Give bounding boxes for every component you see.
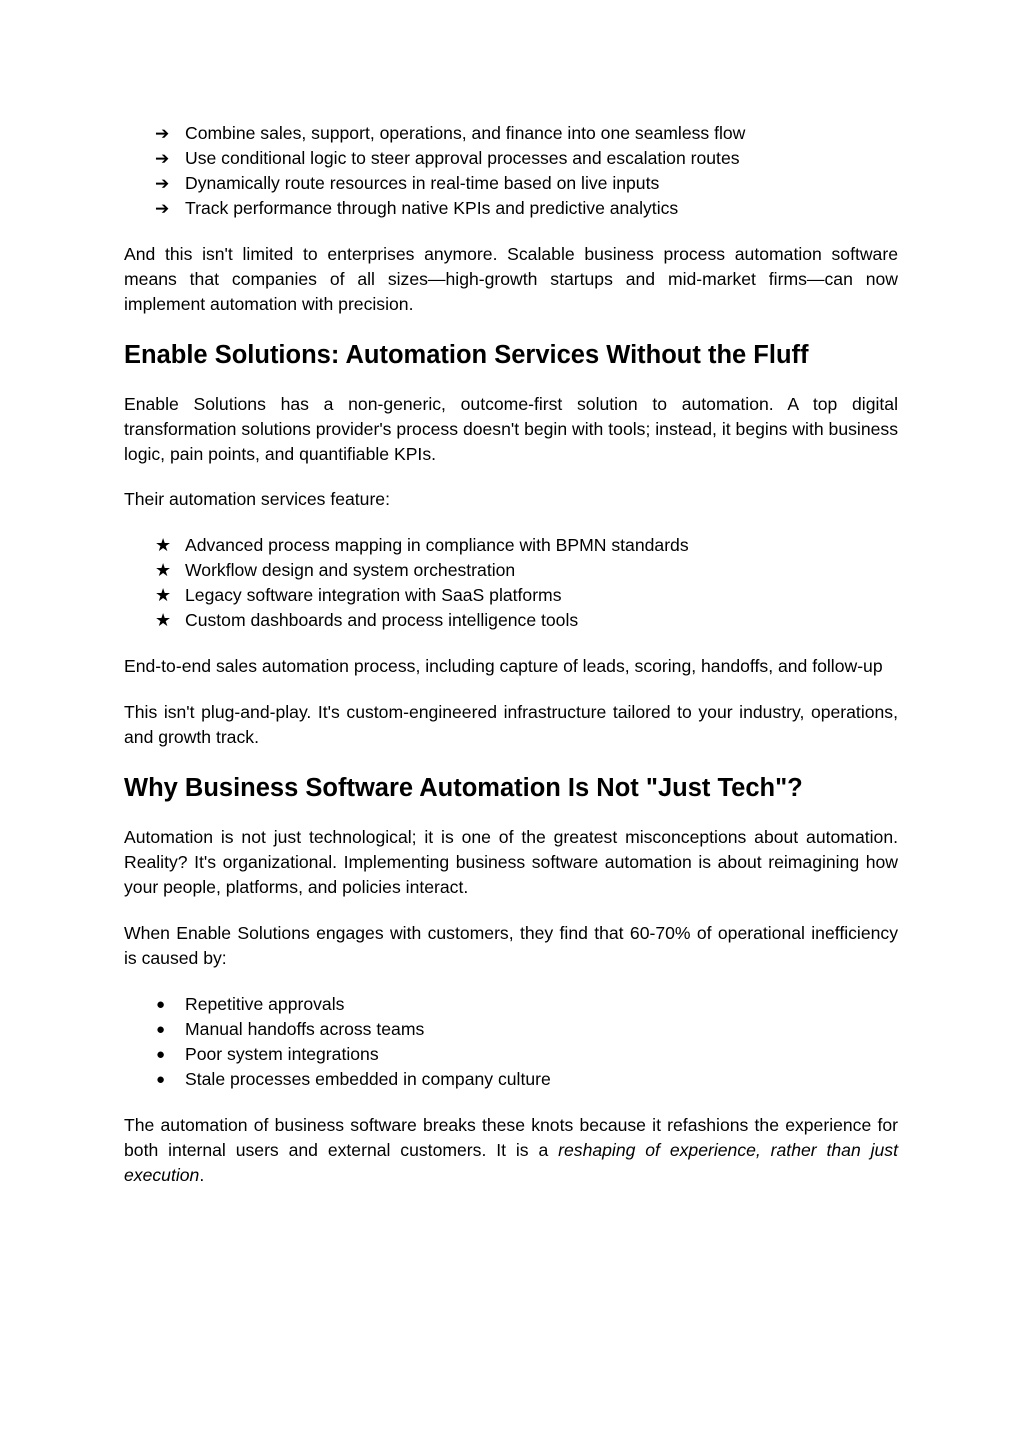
arrow-icon: ➔ (155, 199, 170, 218)
paragraph-final (124, 1113, 898, 1188)
list-item-text: Repetitive approvals (185, 994, 345, 1014)
list-item (124, 196, 898, 221)
bullet-icon: ● (156, 1071, 166, 1088)
bullet-icon: ● (156, 1046, 166, 1063)
list-item-text: Poor system integrations (185, 1044, 379, 1064)
paragraph-final-text: The automation of business software breaks these knots because it refashions the experience for both internal users and external customers. It is a (124, 1115, 898, 1160)
list-item (124, 1017, 898, 1042)
list-item (124, 558, 898, 583)
paragraph-enable-intro: Enable Solutions has a non-generic, outcome-first solution to automation. A top digital transformation solutions provider's process doesn't begin with tools; instead, it begins with business logic, pain points, and quantifiable KPIs. (124, 394, 898, 464)
arrow-icon: ➔ (155, 124, 170, 143)
star-icon: ★ (155, 585, 172, 605)
star-icon: ★ (155, 610, 172, 630)
list-item-text: Advanced process mapping in compliance with BPMN standards (185, 535, 689, 555)
list-item (124, 533, 898, 558)
list-item-text: Dynamically route resources in real-time based on live inputs (185, 173, 660, 193)
bullet-list (124, 992, 898, 1092)
section-heading-enable: Enable Solutions: Automation Services Without the Fluff (124, 341, 809, 369)
paragraph-inefficiency: When Enable Solutions engages with customers, they find that 60-70% of operational inefficiency is caused by: (124, 923, 898, 968)
list-item-text: Use conditional logic to steer approval processes and escalation routes (185, 148, 740, 168)
list-item (124, 608, 898, 633)
arrow-list (124, 121, 898, 221)
paragraph-final-end: . (199, 1165, 205, 1185)
paragraph-plug-and-play: This isn't plug-and-play. It's custom-engineered infrastructure tailored to your industry, operations, and growth track. (124, 702, 898, 747)
document-page (124, 121, 898, 1188)
list-item-text: Manual handoffs across teams (185, 1019, 425, 1039)
star-list (124, 533, 898, 633)
arrow-icon: ➔ (155, 149, 170, 168)
bullet-icon: ● (156, 1021, 166, 1038)
list-item-text: Combine sales, support, operations, and finance into one seamless flow (185, 123, 746, 143)
list-item (124, 1042, 898, 1067)
star-icon: ★ (155, 560, 172, 580)
section-heading-why: Why Business Software Automation Is Not "Just Tech"? (124, 774, 803, 802)
bullet-icon: ● (156, 996, 166, 1013)
paragraph-final-italic: reshaping of experience, rather than just execution (124, 1140, 898, 1185)
list-item-text: Stale processes embedded in company culture (185, 1069, 551, 1089)
list-item (124, 121, 898, 146)
paragraph-services-feature: Their automation services feature: (124, 489, 390, 509)
list-item (124, 583, 898, 608)
list-item (124, 992, 898, 1017)
paragraph-not-tech: Automation is not just technological; it is one of the greatest misconceptions about automation. Reality? It's organizational. Implementing business software automation is about reimagining how your people, platforms, and policies interact. (124, 827, 898, 897)
list-item (124, 171, 898, 196)
list-item-text: Legacy software integration with SaaS platforms (185, 585, 562, 605)
star-icon: ★ (155, 535, 172, 555)
arrow-icon: ➔ (155, 174, 170, 193)
list-item (124, 1067, 898, 1092)
paragraph-end-to-end: End-to-end sales automation process, including capture of leads, scoring, handoffs, and follow-up (124, 656, 883, 676)
paragraph-enterprises: And this isn't limited to enterprises anymore. Scalable business process automation software means that companies of all sizes—high-growth startups and mid-market firms—can now implement automation with precision. (124, 244, 898, 314)
list-item (124, 146, 898, 171)
list-item-text: Workflow design and system orchestration (185, 560, 516, 580)
list-item-text: Custom dashboards and process intelligence tools (185, 610, 579, 630)
list-item-text: Track performance through native KPIs and predictive analytics (185, 198, 679, 218)
